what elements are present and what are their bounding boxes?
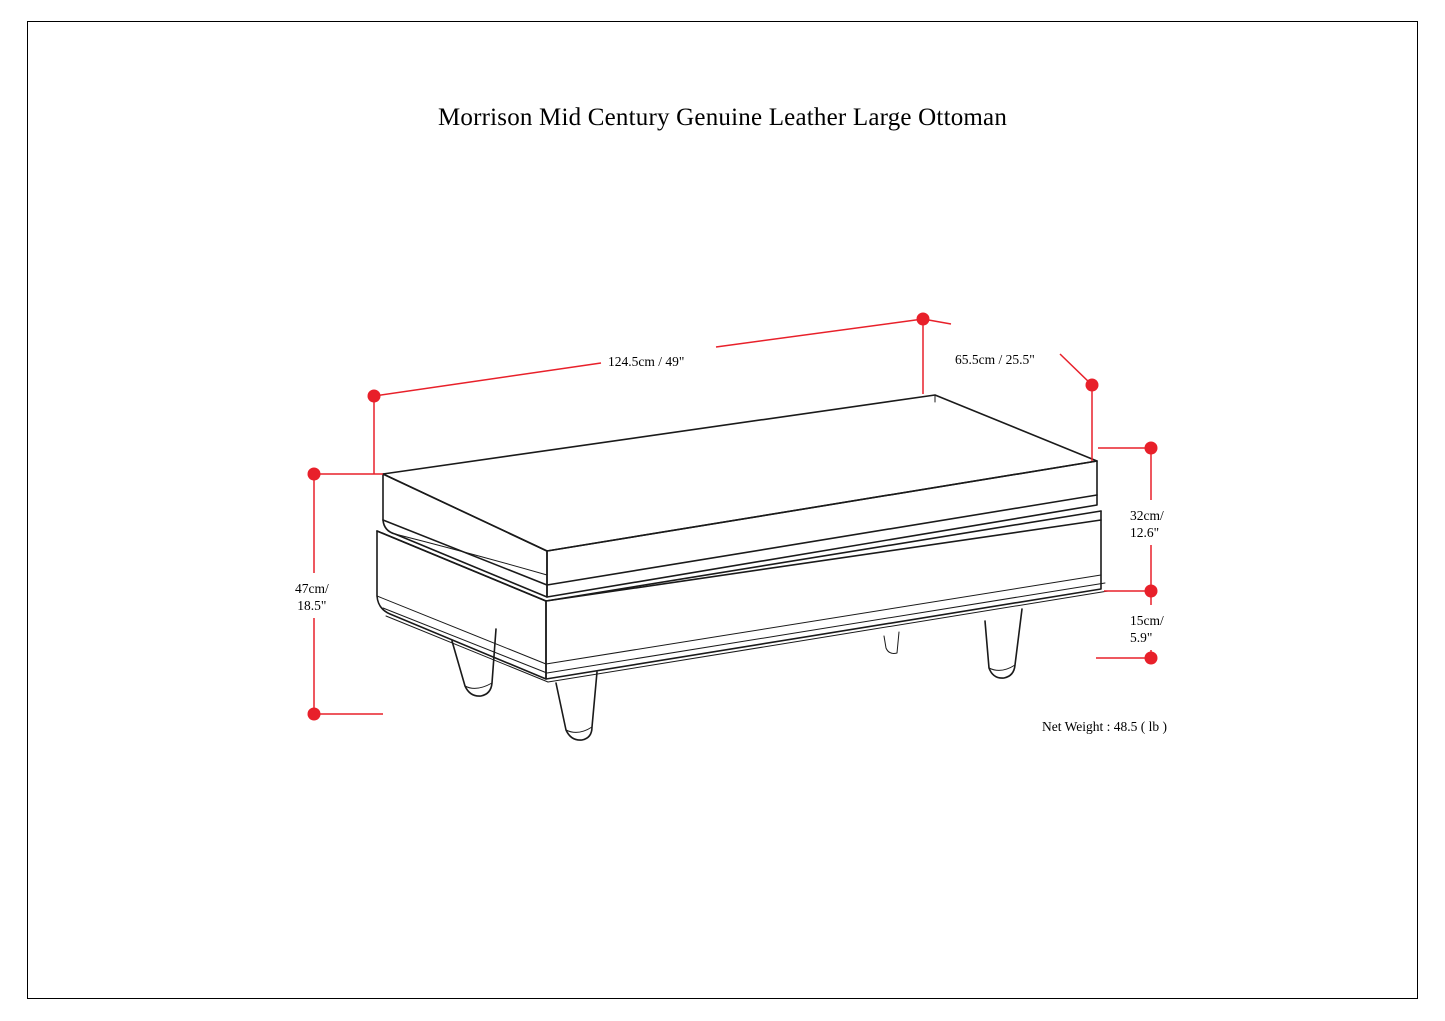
label-overall-height-line2: 18.5" bbox=[297, 598, 327, 613]
label-leg-clearance-line1: 15cm/ bbox=[1130, 613, 1164, 628]
label-leg-clearance-line2: 5.9" bbox=[1130, 630, 1153, 645]
label-overall-height-line1: 47cm/ bbox=[295, 581, 329, 596]
label-width: 124.5cm / 49" bbox=[608, 354, 685, 369]
ottoman-base bbox=[377, 511, 1108, 682]
seat-cushion bbox=[383, 395, 1097, 597]
label-seat-height-line1: 32cm/ bbox=[1130, 508, 1164, 523]
label-seat-height-line2: 12.6" bbox=[1130, 525, 1160, 540]
label-seat-height bbox=[1130, 507, 1164, 541]
label-leg-clearance bbox=[1130, 612, 1164, 646]
net-weight-label: Net Weight : 48.5 ( lb ) bbox=[1042, 719, 1168, 734]
dimension-width bbox=[368, 313, 930, 475]
ottoman-legs bbox=[452, 609, 1022, 740]
label-overall-height bbox=[295, 580, 329, 614]
dimension-depth bbox=[923, 319, 1099, 461]
label-depth: 65.5cm / 25.5" bbox=[955, 352, 1035, 367]
page-title: Morrison Mid Century Genuine Leather Large Ottoman bbox=[437, 104, 1008, 131]
